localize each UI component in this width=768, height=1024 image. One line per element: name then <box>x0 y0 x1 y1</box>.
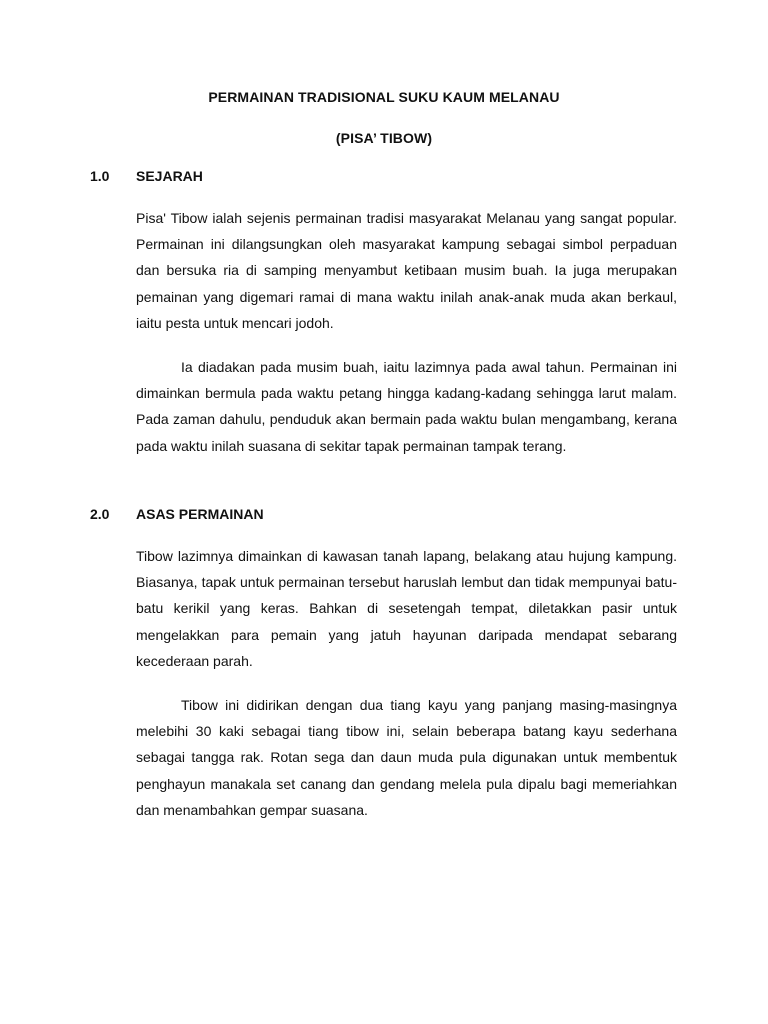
paragraph: Tibow lazimnya dimainkan di kawasan tanah lapang, belakang atau hujung kampung. Biasanya, tapak untuk permainan tersebut haruslah lembut dan tidak mempunyai batu-batu kerikil yang keras. Bahkan di sesetengah tempat, diletakkan pasir untuk mengelakkan para pemain yang jatuh hayunan daripada mendapat sebarang kecederaan parah. <box>136 548 677 669</box>
section-title: ASAS PERMAINAN <box>136 506 264 522</box>
paragraph: Ia diadakan pada musim buah, iaitu lazimnya pada awal tahun. Permainan ini dimainkan bermula pada waktu petang hingga kadang-kadang sehingga larut malam. Pada zaman dahulu, penduduk akan bermain pada waktu bulan mengambang, kerana pada waktu inilah suasana di sekitar tapak permainan tampak terang. <box>136 359 677 454</box>
document-title: PERMAINAN TRADISIONAL SUKU KAUM MELANAU <box>208 89 560 105</box>
section-number: 1.0 <box>90 168 110 184</box>
section-title: SEJARAH <box>136 168 203 184</box>
section-heading-sejarah <box>90 168 203 184</box>
paragraph: Pisa' Tibow ialah sejenis permainan tradisi masyarakat Melanau yang sangat popular. Permainan ini dilangsungkan oleh masyarakat kampung sebagai simbol perpaduan dan bersuka ria di samping menyambut ketibaan musim buah. Ia juga merupakan pemainan yang digemari ramai di mana waktu inilah anak-anak muda akan berkaul, iaitu pesta untuk mencari jodoh. <box>136 210 677 331</box>
section-number: 2.0 <box>90 506 110 522</box>
document-subtitle: (PISA’ TIBOW) <box>335 130 433 146</box>
section-heading-asas-permainan <box>90 506 264 522</box>
paragraph: Tibow ini didirikan dengan dua tiang kayu yang panjang masing-masingnya melebihi 30 kaki sebagai tiang tibow ini, selain beberapa batang kayu sederhana sebagai tangga rak. Rotan sega dan daun muda pula digunakan untuk membentuk penghayun manakala set canang dan gendang melela pula dipalu bagi memeriahkan dan menambahkan gempar suasana. <box>136 697 677 818</box>
